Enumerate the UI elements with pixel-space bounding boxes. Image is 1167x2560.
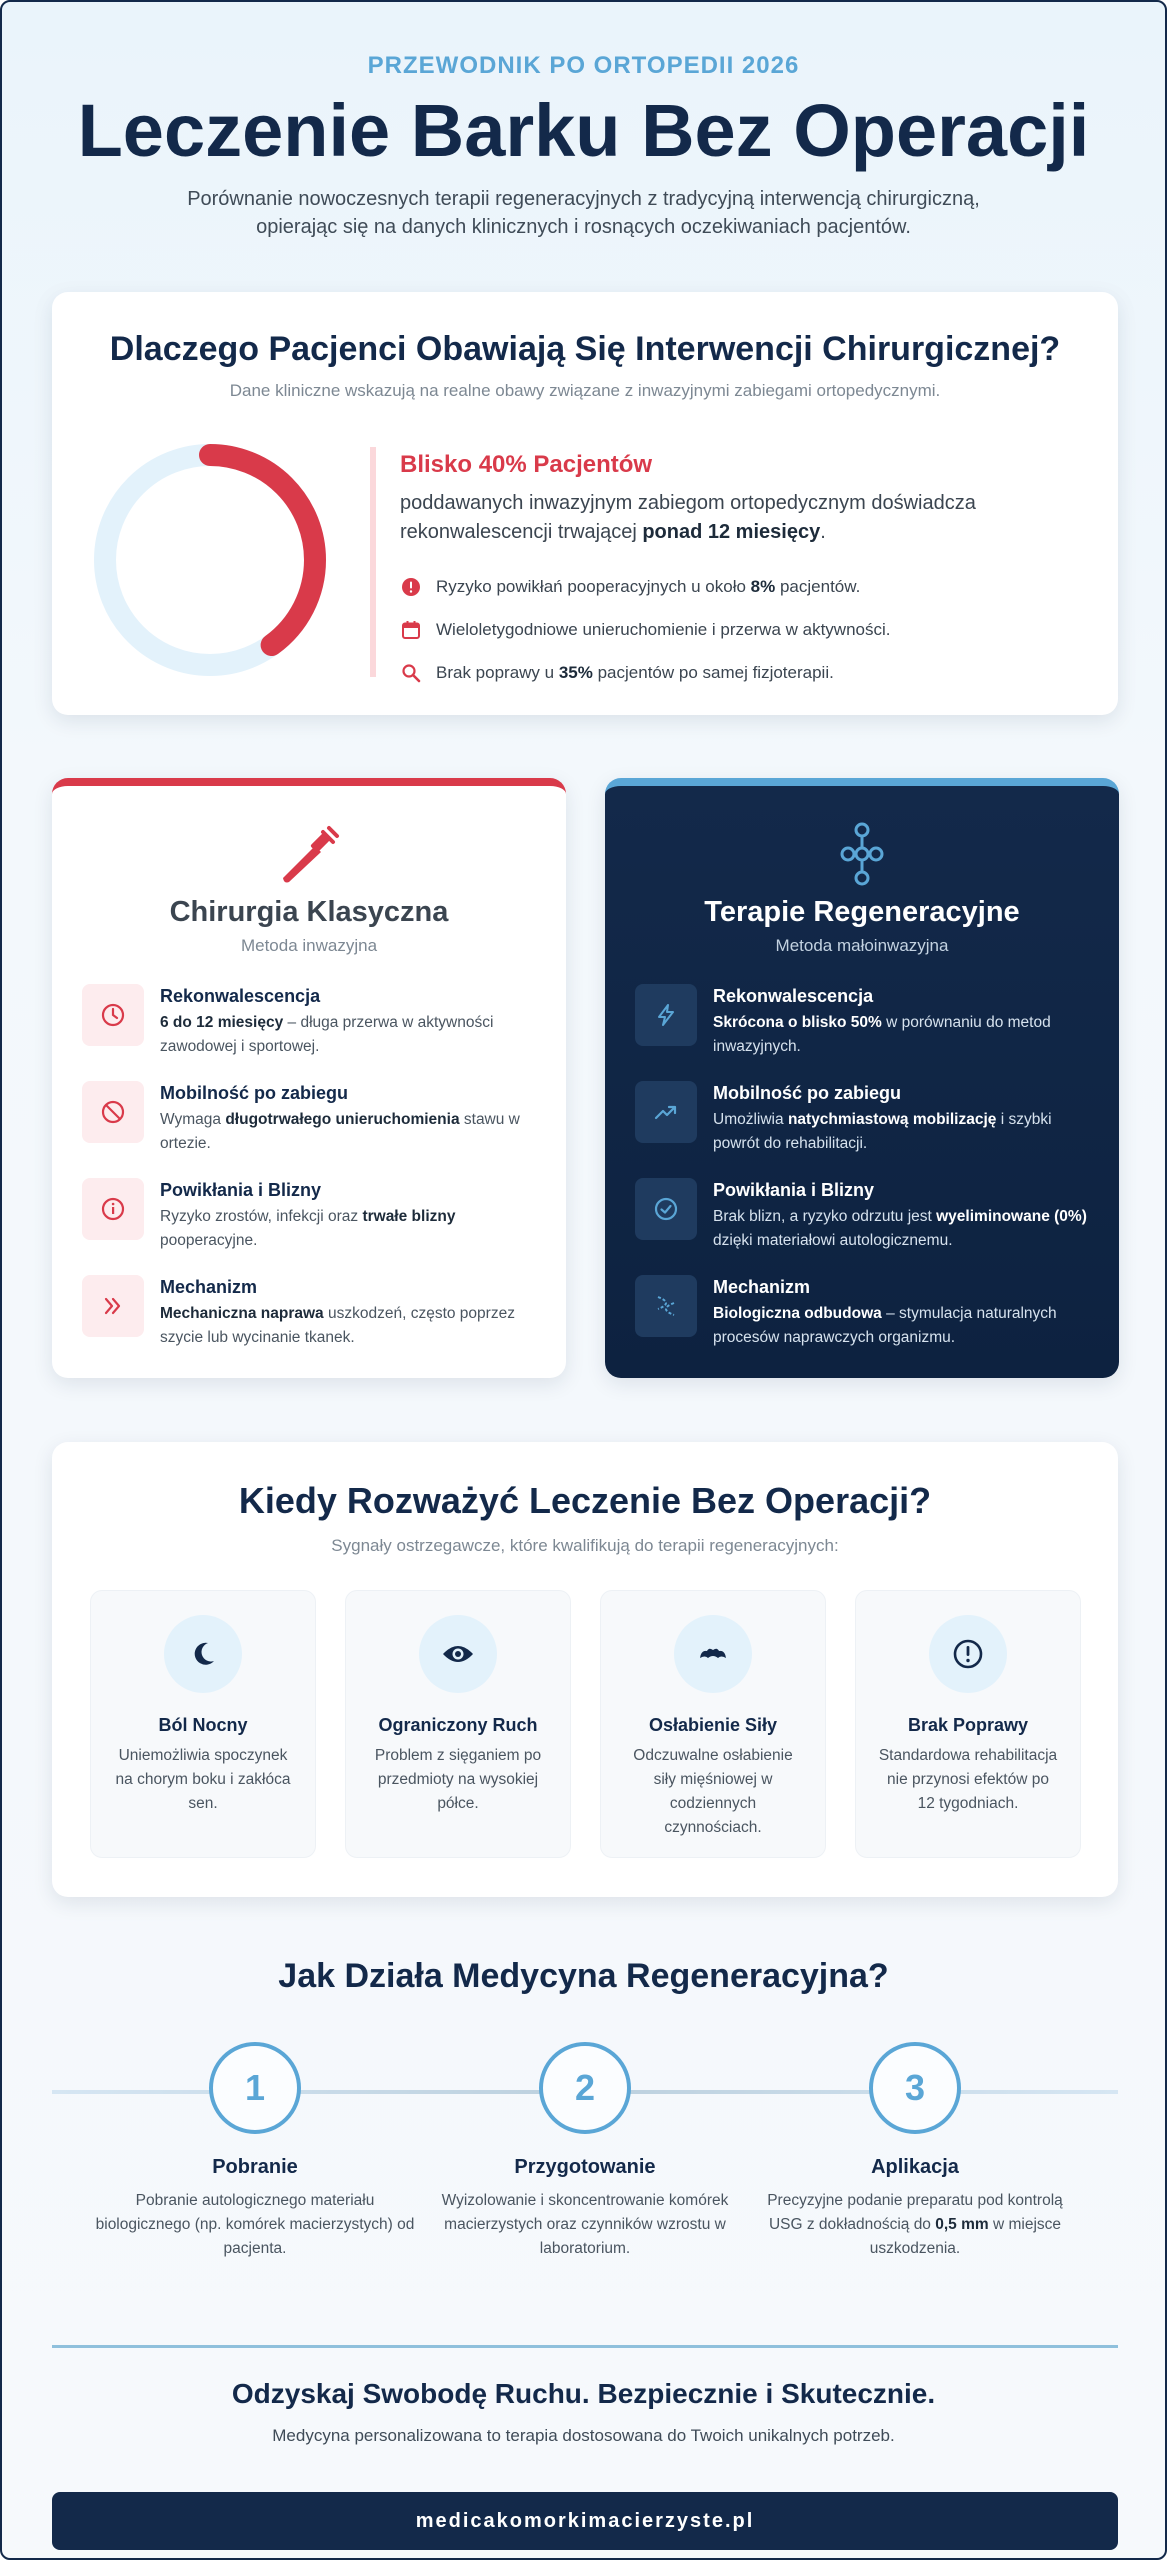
regen-rows [635,984,1095,1372]
row-desc: Ryzyko zrostów, infekcji oraz trwałe blizny pooperacyjne. [160,1208,456,1250]
signal-desc: Odczuwalne osłabienie siły mięśniowej w codziennych czynnościach. [633,1747,793,1837]
surgery-method: Metoda inwazyjna [240,936,378,955]
warning-subtitle: Sygnały ostrzegawcze, które kwalifikują do terapii regeneracyjnych: [331,1536,839,1555]
calendar-icon [400,619,422,641]
comparison-row [82,1275,542,1372]
step-number: 1 [209,2042,301,2134]
signal-title: Osłabienie Siły [648,1715,778,1735]
page-header [2,52,1165,241]
row-title: Mechanizm [160,1277,258,1297]
comparison-row [635,1081,1095,1178]
list-item-text: Wieloletygodniowe unieruchomienie i przerwa w aktywności. [436,619,891,639]
desc-text: poddawanych inwazyjnym zabiegom ortopedycznym doświadcza rekonwalescencji trwającej [400,492,976,543]
scalpel-icon [275,820,343,888]
surgery-card [52,778,566,1378]
comparison-row [635,984,1095,1081]
regen-method: Metoda małoinwazyjna [775,936,949,955]
desc-end: . [820,521,826,543]
signal-desc: Uniemożliwia spoczynek na chorym boku i zakłóca sen. [115,1747,291,1813]
signal-card [90,1590,316,1858]
signal-title: Brak Poprawy [907,1715,1029,1735]
row-title: Rekonwalescencja [160,986,321,1006]
row-desc: Biologiczna odbudowa – stymulacja naturalnych procesów naprawczych organizmu. [713,1305,1057,1347]
alert-circle-icon [400,576,422,598]
clock-icon [82,984,144,1046]
process-step [420,2042,750,2261]
comparison-row [82,1081,542,1178]
footer-subtitle: Medycyna personalizowana to terapia dostosowana do Twoich unikalnych potrzeb. [272,2426,895,2445]
dna-icon [635,1275,697,1337]
row-title: Powikłania i Blizny [713,1180,875,1200]
signal-card [345,1590,571,1858]
row-desc: Wymaga długotrwałego unieruchomienia stawu w ortezie. [160,1111,520,1153]
warning-title: Kiedy Rozważyć Leczenie Bez Operacji? [238,1480,932,1521]
signal-desc: Standardowa rehabilitacja nie przynosi efektów po 12 tygodniach. [878,1747,1058,1813]
check-circle-icon [635,1178,697,1240]
fears-title: Dlaczego Pacjenci Obawiają Się Interwencji Chirurgicznej? [109,330,1061,368]
percentage-donut-chart [90,440,330,680]
comparison-row [82,984,542,1081]
row-title: Rekonwalescencja [713,986,874,1006]
step-desc: Wyizolowanie i skoncentrowanie komórek macierzystych oraz czynników wzrostu w laboratorium. [441,2192,729,2258]
moon-icon [164,1615,242,1693]
surgery-title: Chirurgia Klasyczna [169,896,449,928]
fears-highlight: Blisko 40% Pacjentów [400,451,653,478]
eye-icon [419,1615,497,1693]
regen-title: Terapie Regeneracyjne [704,896,1020,928]
step-title: Aplikacja [871,2156,959,2178]
step-number: 3 [869,2042,961,2134]
fears-description [400,489,1040,547]
surgery-rows [82,984,542,1372]
comparison-row [635,1178,1095,1275]
lightning-icon [635,984,697,1046]
molecule-icon [828,820,896,888]
row-title: Mobilność po zabiegu [160,1083,348,1103]
row-desc: Mechaniczna naprawa uszkodzeń, często poprzez szycie lub wycinanie tkanek. [160,1305,515,1347]
exclamation-circle-icon [929,1615,1007,1693]
warning-signs-card [52,1442,1118,1897]
row-desc: Umożliwia natychmiastową mobilizację i szybki powrót do rehabilitacji. [713,1111,1052,1153]
row-desc: Brak blizn, a ryzyko odrzutu jest wyeliminowane (0%) dzięki materiałowi autologicznemu. [713,1208,1087,1250]
process-step [90,2042,420,2261]
comparison-row [635,1275,1095,1372]
muscle-icon [674,1615,752,1693]
process-step [750,2042,1080,2261]
website-link-button[interactable]: medicakomorkimacierzyste.pl [52,2492,1118,2550]
list-item-text: Ryzyko powikłań pooperacyjnych u około 8% pacjentów. [436,576,861,596]
header-kicker: PRZEWODNIK PO ORTOPEDII 2026 [367,52,800,79]
row-desc: 6 do 12 miesięcy – długa przerwa w aktywności zawodowej i sportowej. [160,1014,494,1056]
step-title: Pobranie [212,2156,298,2178]
fears-details [370,447,1090,682]
signal-desc: Problem z sięganiem po przedmioty na wysokiej półce. [374,1747,542,1813]
fears-card [52,292,1118,715]
list-item [400,608,1090,651]
step-title: Przygotowanie [514,2156,656,2178]
list-item [400,565,1090,608]
signal-title: Ból Nocny [158,1715,248,1735]
how-title: Jak Działa Medycyna Regeneracyjna? [278,1957,889,1995]
step-number: 2 [539,2042,631,2134]
fears-subtitle: Dane kliniczne wskazują na realne obawy związane z inwazyjnymi zabiegami ortopedycznymi. [229,381,941,400]
regenerative-card [605,778,1119,1378]
ban-icon [82,1081,144,1143]
search-icon [400,662,422,684]
fears-list [400,565,1090,694]
list-item [400,651,1090,694]
row-title: Powikłania i Blizny [160,1180,322,1200]
page-subtitle: Porównanie nowoczesnych terapii regeneracyjnych z tradycyjną interwencją chirurgiczną, opierając się na danych klinicznych i rosnących oczekiwaniach pacjentów. [187,188,980,239]
footer-title: Odzyskaj Swobodę Ruchu. Bezpiecznie i Skutecznie. [231,2378,936,2409]
footer-divider [52,2345,1118,2348]
info-icon [82,1178,144,1240]
row-title: Mobilność po zabiegu [713,1083,901,1103]
signal-title: Ograniczony Ruch [378,1715,538,1735]
double-chevron-icon [82,1275,144,1337]
signal-card [600,1590,826,1858]
page-title: Leczenie Barku Bez Operacji [77,89,1090,172]
row-title: Mechanizm [713,1277,811,1297]
step-desc: Precyzyjne podanie preparatu pod kontrolą USG z dokładnością do 0,5 mm w miejsce uszkodzenia. [767,2192,1063,2258]
comparison-row [82,1178,542,1275]
signal-card [855,1590,1081,1858]
trend-up-icon [635,1081,697,1143]
step-desc: Pobranie autologicznego materiału biologicznego (np. komórek macierzystych) od pacjenta. [95,2192,415,2258]
desc-bold: ponad 12 miesięcy [642,521,821,543]
list-item-text: Brak poprawy u 35% pacjentów po samej fizjoterapii. [436,662,834,682]
row-desc: Skrócona o blisko 50% w porównaniu do metod inwazyjnych. [713,1014,1051,1056]
